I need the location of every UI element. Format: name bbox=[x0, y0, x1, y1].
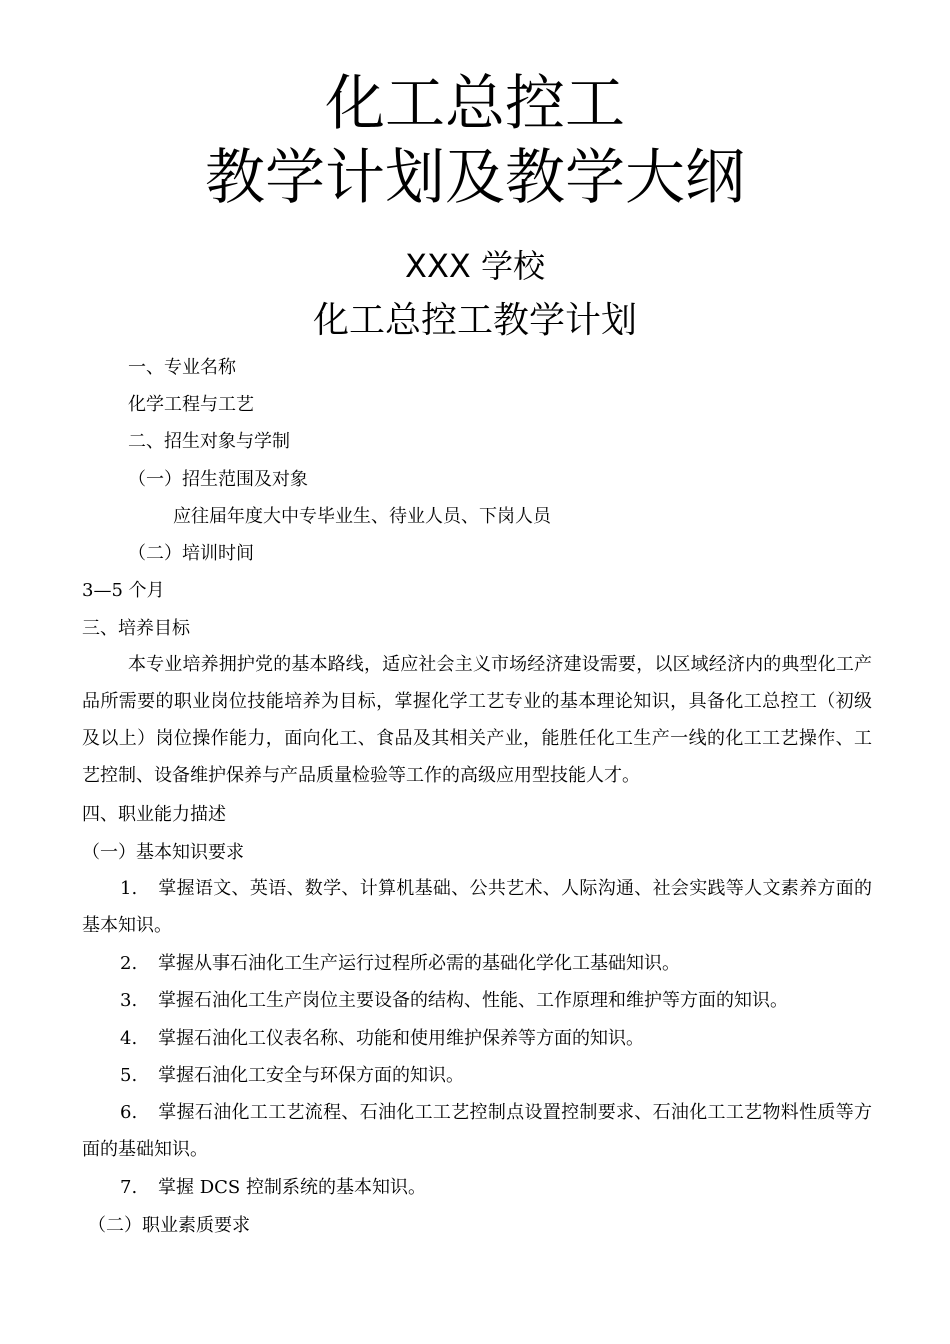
list-item-text: 掌握语文、英语、数学、计算机基础、公共艺术、人际沟通、社会实践等人文素养方面的基本知识。 bbox=[82, 878, 872, 936]
list-item bbox=[82, 1057, 872, 1094]
subsection-basic-knowledge: （一）基本知识要求 bbox=[82, 842, 244, 863]
list-item bbox=[82, 982, 872, 1019]
list-item-number: 5. bbox=[120, 1065, 138, 1086]
list-item-text: 掌握石油化工仪表名称、功能和使用维护保养等方面的知识。 bbox=[158, 1028, 644, 1049]
enrollment-scope-text: 应往届年度大中专毕业生、待业人员、下岗人员 bbox=[173, 506, 551, 527]
list-item-number: 1. bbox=[120, 878, 138, 899]
training-time-text: 3—5 个月 bbox=[82, 580, 165, 601]
list-item-number: 4. bbox=[120, 1028, 138, 1049]
list-item bbox=[82, 945, 872, 982]
subsection-training-time: （二）培训时间 bbox=[128, 543, 254, 564]
training-objective-paragraph: 本专业培养拥护党的基本路线，适应社会主义市场经济建设需要，以区域经济内的典型化工产品所需要的职业岗位技能培养为目标，掌握化学工艺专业的基本理论知识，具备化工总控工（初级及以上）岗位操作能力，面向化工、食品及其相关产业，能胜任化工生产一线的化工工艺操作、工艺控制、设备维护保养与产品质量检验等工作的高级应用型技能人才。 bbox=[82, 654, 872, 786]
school-name: XXX 学校 bbox=[405, 247, 545, 285]
list-item bbox=[82, 870, 872, 944]
list-item-number: 7. bbox=[120, 1177, 138, 1198]
list-item-text: 掌握石油化工安全与环保方面的知识。 bbox=[158, 1065, 464, 1086]
subsection-enrollment-scope: （一）招生范围及对象 bbox=[128, 469, 308, 490]
list-item bbox=[82, 1020, 872, 1057]
major-name: 化学工程与工艺 bbox=[128, 394, 254, 415]
list-item-number: 6. bbox=[120, 1102, 138, 1123]
main-title-line2: 教学计划及教学大纲 bbox=[205, 143, 745, 213]
list-item-text: 掌握石油化工生产岗位主要设备的结构、性能、工作原理和维护等方面的知识。 bbox=[158, 990, 788, 1011]
list-item-text: 掌握 DCS 控制系统的基本知识。 bbox=[158, 1177, 426, 1198]
section-heading-4: 四、职业能力描述 bbox=[82, 804, 226, 825]
subsection-professional-quality: （二）职业素质要求 bbox=[88, 1215, 250, 1236]
list-item-number: 2. bbox=[120, 953, 138, 974]
list-item-number: 3. bbox=[120, 990, 138, 1011]
section-heading-1: 一、专业名称 bbox=[128, 357, 236, 378]
list-item bbox=[82, 1169, 872, 1206]
document-subtitle: 化工总控工教学计划 bbox=[312, 300, 637, 341]
section-heading-2: 二、招生对象与学制 bbox=[128, 431, 290, 452]
main-title-line1: 化工总控工 bbox=[325, 69, 625, 139]
section-heading-3: 三、培养目标 bbox=[82, 618, 190, 639]
list-item-text: 掌握从事石油化工生产运行过程所必需的基础化学化工基础知识。 bbox=[158, 953, 680, 974]
list-item bbox=[82, 1094, 872, 1168]
list-item-text: 掌握石油化工工艺流程、石油化工工艺控制点设置控制要求、石油化工工艺物料性质等方面的基础知识。 bbox=[82, 1102, 872, 1160]
